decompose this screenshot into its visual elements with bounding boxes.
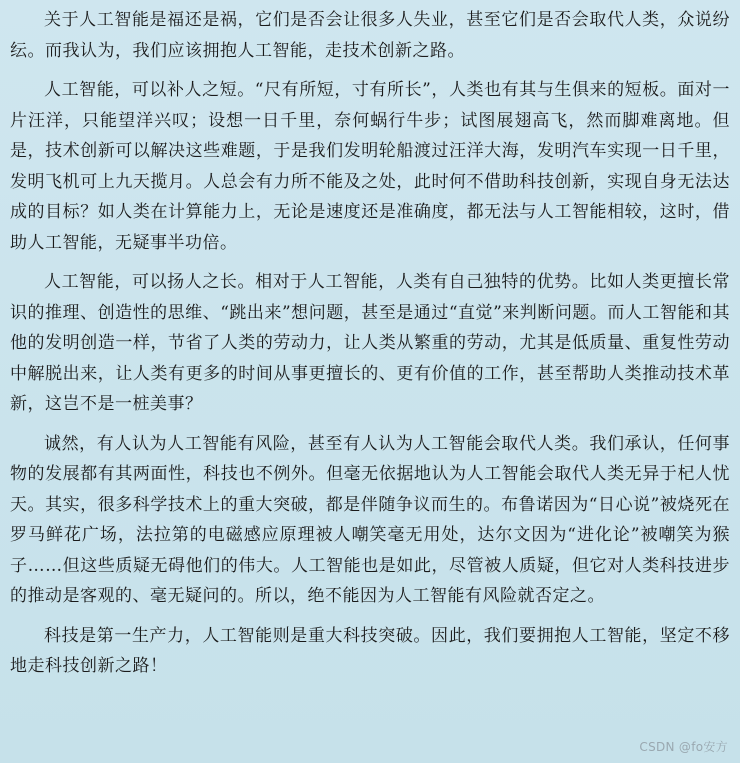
paragraph-intro: 关于人工智能是福还是祸，它们是否会让很多人失业，甚至它们是否会取代人类，众说纷纭。而我认为，我们应该拥抱人工智能，走技术创新之路。 — [10, 10, 730, 61]
csdn-watermark: CSDN @fo安方 — [639, 740, 728, 754]
paragraph-supplement-shortcomings: 人工智能，可以补人之短。“尺有所短，寸有所长”，人类也有其与生俱来的短板。面对一片汪洋，只能望洋兴叹；设想一日千里，奈何蜗行牛步；试图展翅高飞，然而脚难离地。但是，技术创新可以解决这些难题，于是我们发明轮船渡过汪洋大海，发明汽车实现一日千里，发明飞机可上九天揽月。人总会有力所不能及之处，此时何不借助科技创新，实现自身无法达成的目标？如人类在计算能力上，无论是速度还是准确度，都无法与人工智能相较，这时，借助人工智能，无疑事半功倍。 — [10, 80, 730, 253]
paragraph-conclusion: 科技是第一生产力，人工智能则是重大科技突破。因此，我们要拥抱人工智能，坚定不移地走科技创新之路！ — [10, 625, 730, 676]
paragraph-enhance-strengths: 人工智能，可以扬人之长。相对于人工智能，人类有自己独特的优势。比如人类更擅长常识的推理、创造性的思维、“跳出来”想问题，甚至是通过“直觉”来判断问题。而人工智能和其他的发明创造一样，节省了人类的劳动力，让人类从繁重的劳动，尤其是低质量、重复性劳动中解脱出来，让人类有更多的时间从事更擅长的、更有价值的工作，甚至帮助人类推动技术革新，这岂不是一桩美事？ — [10, 272, 730, 414]
paragraph-risk-rebuttal: 诚然，有人认为人工智能有风险，甚至有人认为人工智能会取代人类。我们承认，任何事物的发展都有其两面性，科技也不例外。但毫无依据地认为人工智能会取代人类无异于杞人忧天。其实，很多科学技术上的重大突破，都是伴随争议而生的。布鲁诺因为“日心说”被烧死在罗马鲜花广场，法拉第的电磁感应原理被人嘲笑毫无用处，达尔文因为“进化论”被嘲笑为猴子……但这些质疑无碍他们的伟大。人工智能也是如此，尽管被人质疑，但它对人类科技进步的推动是客观的、毫无疑问的。所以，绝不能因为人工智能有风险就否定之。 — [10, 433, 730, 606]
